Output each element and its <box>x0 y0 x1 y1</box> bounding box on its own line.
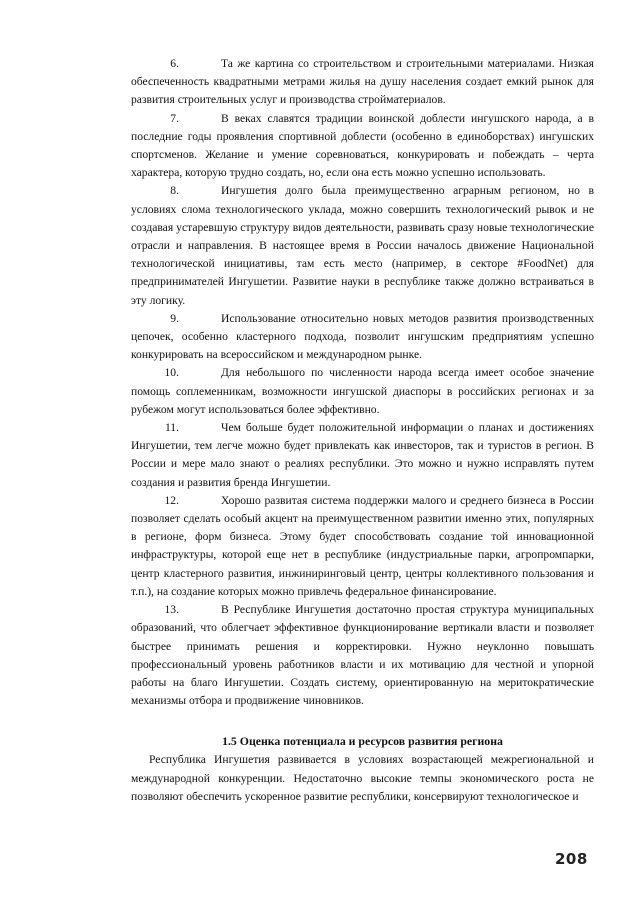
list-item-10 <box>131 364 594 419</box>
item-text: В Республике Ингушетия достаточно простая структура муниципальных образований, что облегчает эффективное функционирование вертикали власти и позволяет быстрее принимать решения и корректировки. Нужно неуклонно повышать профессиональный уровень работников власти и их мотивацию для честной и упорной работы на благо Ингушетии. Создать систему, ориентированную на меритократические механизмы отбора и продвижение чиновников. <box>131 603 594 708</box>
list-item-13 <box>131 601 594 710</box>
item-text: Для небольшого по численности народа всегда имеет особое значение помощь соплеменникам, возможности ингушской диаспоры в российских регионах и за рубежом могут использоваться более эффективно. <box>131 366 594 416</box>
item-text: Чем больше будет положительной информации о планах и достижениях Ингушетии, тем легче можно будет привлекать как инвесторов, так и туристов в регион. В России и мере мало знают о реалиях республики. Это можно и нужно исправлять путем создания и развития бренда Ингушетии. <box>131 421 594 489</box>
item-number: 9. <box>170 311 179 325</box>
item-number: 10. <box>164 366 179 380</box>
list-item-7 <box>131 110 594 183</box>
item-number: 13. <box>164 603 179 617</box>
item-number: 12. <box>164 493 179 507</box>
section-paragraph: Республика Ингушетия развивается в условиях возрастающей межрегиональной и международной конкуренции. Недостаточно высокие темпы экономического роста не позволяют обеспечить ускоренное развитие республики, консервируют технологическое и <box>131 753 594 803</box>
list-item-12 <box>131 492 594 601</box>
item-text: Та же картина со строительством и строительными материалами. Низкая обеспеченность квадратными метрами жилья на душу населения создает емкий рынок для развития строительных услуг и производства стройматериалов. <box>131 57 594 107</box>
item-number: 6. <box>170 57 179 70</box>
item-number: 8. <box>170 184 179 198</box>
item-number: 7. <box>170 111 179 125</box>
list-item-11 <box>131 419 594 492</box>
list-item-8 <box>131 182 594 309</box>
item-number: 11. <box>164 421 179 435</box>
item-text: Ингушетия долго была преимущественно аграрным регионом, но в условиях слома технологического уклада, можно совершить технологический рывок и не создавая устаревшую структуру видов деятельности, развивать сразу новые технологические отрасли и направления. В настоящее время в России началось движение Национальной технологической инициативы, там есть место (например, в секторе #FoodNet) для предпринимателей Ингушетии. Развитие науки в республике также должно встраиваться в эту логику. <box>131 184 594 307</box>
item-text: Использование относительно новых методов развития производственных цепочек, особенно кластерного подхода, позволит ингушским предприятиям успешно конкурировать на всероссийском и международном рынке. <box>131 311 594 362</box>
item-text: В веках славятся традиции воинской доблести ингушского народа, а в последние годы проявления спортивной доблести (особенно в единоборствах) ингушских спортсменов. Желание и умение соревноваться, конкурировать и побеждать – черта характера, которую трудно создать, но, если она есть можно успешно использовать. <box>131 111 594 180</box>
section-heading: 1.5 Оценка потенциала и ресурсов развития региона <box>222 734 503 749</box>
item-text: Хорошо развитая система поддержки малого и среднего бизнеса в России позволяет сделать особый акцент на преимущественном развитии именно этих, популярных в регионе, форм бизнеса. Этому будет способствовать создание той инновационной инфраструктуры, которой еще нет в республике (индустриальные парки, агропромпарки, центр кластерного развития, инжиниринговый центр, центры коллективного пользования и т.п.), на создание которых можно привлечь федеральное финансирование. <box>131 493 594 598</box>
list-item-9 <box>131 310 594 365</box>
document-page <box>131 55 594 806</box>
list-item-6 <box>131 55 594 110</box>
page-number: 208 <box>555 850 588 868</box>
